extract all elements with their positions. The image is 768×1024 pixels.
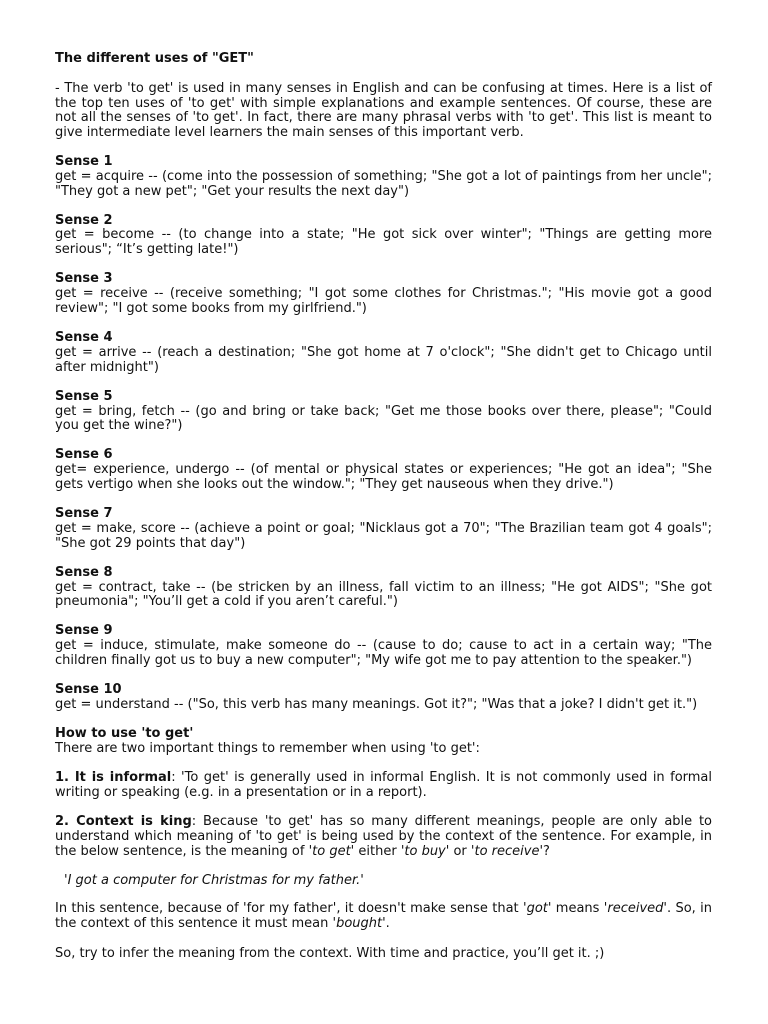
sense-heading: Sense 6 xyxy=(55,447,113,463)
sense-text: get = become -- (to change into a state; "He got sick over winter"; "Things are getting more serious"; “It’s getting late!") xyxy=(55,227,712,258)
sense-heading: Sense 10 xyxy=(55,682,122,698)
sense-4 xyxy=(55,331,712,375)
sense-heading: Sense 2 xyxy=(55,212,113,228)
explanation-text: ' means ' xyxy=(547,901,608,917)
sense-text: get = bring, fetch -- (go and bring or take back; "Get me those books over there, please"; "Could you get the wine?") xyxy=(55,403,712,434)
how-to-intro: There are two important things to remember when using 'to get': xyxy=(55,740,480,756)
sense-heading: Sense 9 xyxy=(55,623,113,639)
sense-10 xyxy=(55,683,712,713)
intro-paragraph: - The verb 'to get' is used in many senses in English and can be confusing at times. Here is a list of the top ten uses of 'to get' with simple explanations and example sentences. Of course, these are not all the senses of 'to get'. In fact, there are many phrasal verbs with 'to get'. This list is meant to give intermediate level learners the main senses of this important verb. xyxy=(55,80,712,141)
emphasis-bought: bought xyxy=(336,916,383,932)
sense-6 xyxy=(55,448,712,492)
point-context-text: : Because 'to get' has so many different meanings, people are only able to understand which meaning of 'to get' is being used by the context of the sentence. For example, in the below sentence, is the meaning of xyxy=(55,814,712,859)
point-informal xyxy=(55,771,712,801)
sense-text: get = contract, take -- (be stricken by an illness, fall victim to an illness; "He got AIDS"; "She got pneumonia"; "You’ll get a cold if you aren’t careful.") xyxy=(55,579,712,610)
point-context-text: either xyxy=(354,843,401,859)
sense-heading: Sense 4 xyxy=(55,330,113,346)
explanation-paragraph xyxy=(55,902,712,932)
sense-text: get = acquire -- (come into the possession of something; "She got a lot of paintings from her uncle"; "They got a new pet"; "Get your results the next day") xyxy=(55,168,712,199)
sense-text: get = receive -- (receive something; "I got some clothes for Christmas."; "His movie got a good review"; "I got some books from my girlfriend.") xyxy=(55,286,712,316)
sense-9 xyxy=(55,624,712,668)
point-informal-text: : 'To get' is generally used in informal English. It is not commonly used in formal writing or speaking (e.g. in a presentation or in a report). xyxy=(55,770,713,800)
emphasis-got: got xyxy=(526,901,548,917)
sense-3 xyxy=(55,272,712,316)
sense-5 xyxy=(55,390,712,434)
sense-7 xyxy=(55,507,712,551)
sense-text: get = arrive -- (reach a destination; "She got home at 7 o'clock"; "She didn't get to Chicago until after midnight") xyxy=(55,344,712,375)
sense-heading: Sense 1 xyxy=(55,153,113,169)
point-context xyxy=(55,815,712,859)
sense-heading: Sense 3 xyxy=(55,271,113,287)
sense-text: get = understand -- ("So, this verb has many meanings. Got it?"; "Was that a joke? I didn't get it.") xyxy=(55,696,698,712)
closing-paragraph: So, try to infer the meaning from the context. With time and practice, you’ll get it. ;) xyxy=(55,945,605,961)
point-context-text: or xyxy=(449,843,471,859)
sense-heading: Sense 8 xyxy=(55,564,113,580)
explanation-text: '. So, in the context of this sentence it must mean ' xyxy=(55,901,712,932)
sense-text: get = induce, stimulate, make someone do -- (cause to do; cause to act in a certain way; "The children finally got us to buy a new computer"; "My wife got me to pay attention to the speaker.") xyxy=(55,638,712,669)
explanation-text: '. xyxy=(382,916,390,932)
document-title: The different uses of "GET" xyxy=(55,51,254,66)
emphasis-to-receive: 'to receive' xyxy=(470,843,544,859)
point-context-text: ? xyxy=(543,843,550,859)
emphasis-to-buy: 'to buy' xyxy=(400,843,450,859)
document-page xyxy=(55,52,712,961)
sense-heading: Sense 7 xyxy=(55,506,113,522)
example-sentence: 'I got a computer for Christmas for my father.' xyxy=(64,872,364,888)
sense-heading: Sense 5 xyxy=(55,388,113,404)
emphasis-to-get: 'to get' xyxy=(308,843,355,859)
point-context-label: 2. Context is king xyxy=(55,814,192,830)
emphasis-received: received xyxy=(607,901,664,917)
explanation-text: In this sentence, because of 'for my father', it doesn't make sense that ' xyxy=(55,901,527,917)
how-to-heading: How to use 'to get' xyxy=(55,726,194,742)
sense-text: get= experience, undergo -- (of mental or physical states or experiences; "He got an idea"; "She gets vertigo when she looks out the window."; "They get nauseous when they drive.") xyxy=(55,462,712,493)
sense-1 xyxy=(55,155,712,199)
point-informal-label: 1. It is informal xyxy=(55,770,172,786)
sense-text: get = make, score -- (achieve a point or goal; "Nicklaus got a 70"; "The Brazilian team got 4 goals"; "She got 29 points that day") xyxy=(55,520,712,551)
sense-2 xyxy=(55,214,712,258)
sense-8 xyxy=(55,566,712,610)
